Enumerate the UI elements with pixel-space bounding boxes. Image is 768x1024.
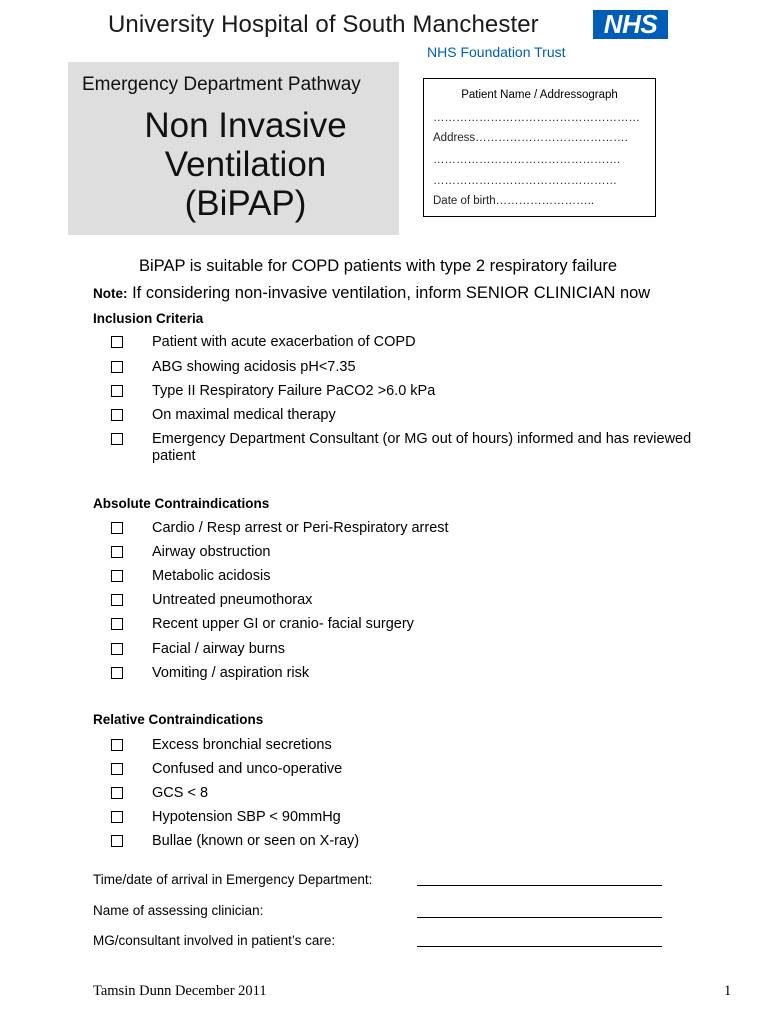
- note-text: If considering non-invasive ventilation, inform SENIOR CLINICIAN now: [127, 284, 651, 302]
- assessing-clinician-field[interactable]: [417, 917, 662, 918]
- inclusion-checkbox[interactable]: [111, 385, 123, 397]
- nhs-logo: NHS: [593, 10, 668, 39]
- patient-name-line[interactable]: ………………………………………………: [433, 112, 640, 124]
- absolute-item: Metabolic acidosis: [152, 568, 271, 584]
- title-line: (BiPAP): [184, 184, 307, 223]
- absolute-checkbox[interactable]: [111, 643, 123, 655]
- inclusion-checkbox[interactable]: [111, 409, 123, 421]
- hospital-name: University Hospital of South Manchester: [108, 11, 539, 38]
- absolute-heading: Absolute Contraindications: [93, 496, 270, 511]
- relative-checkbox[interactable]: [111, 787, 123, 799]
- absolute-checkbox[interactable]: [111, 570, 123, 582]
- inclusion-item: ABG showing acidosis pH<7.35: [152, 359, 356, 375]
- date-of-birth-line[interactable]: Date of birth……………………..: [433, 195, 595, 207]
- relative-checkbox[interactable]: [111, 811, 123, 823]
- inclusion-heading: Inclusion Criteria: [93, 311, 204, 326]
- arrival-time-field[interactable]: [417, 885, 662, 886]
- absolute-item: Cardio / Resp arrest or Peri-Respiratory arrest: [152, 520, 449, 536]
- absolute-checkbox[interactable]: [111, 522, 123, 534]
- consultant-label: MG/consultant involved in patient’s care:: [93, 933, 336, 948]
- inclusion-item: Patient with acute exacerbation of COPD: [152, 334, 416, 350]
- relative-checkbox[interactable]: [111, 763, 123, 775]
- relative-item: GCS < 8: [152, 785, 209, 801]
- absolute-item: Recent upper GI or cranio- facial surgery: [152, 616, 414, 632]
- document-title: [68, 106, 423, 223]
- relative-item: Confused and unco-operative: [152, 761, 343, 777]
- absolute-checkbox[interactable]: [111, 618, 123, 630]
- relative-item: Hypotension SBP < 90mmHg: [152, 809, 341, 825]
- absolute-item: Airway obstruction: [152, 544, 271, 560]
- page-number: 1: [724, 983, 732, 999]
- inclusion-item: On maximal medical therapy: [152, 407, 336, 423]
- trust-name: NHS Foundation Trust: [427, 44, 566, 60]
- pathway-label: Emergency Department Pathway: [82, 74, 361, 95]
- address-line[interactable]: Address………………………………….: [433, 132, 628, 144]
- title-line: Non Invasive: [144, 106, 347, 145]
- note-label: Note:: [93, 286, 128, 301]
- address-line-2[interactable]: ………………………………………….: [433, 154, 621, 166]
- absolute-checkbox[interactable]: [111, 594, 123, 606]
- inclusion-item: Emergency Department Consultant (or MG out of hours) informed and has reviewed patient: [152, 431, 692, 464]
- absolute-item: Facial / airway burns: [152, 641, 285, 657]
- relative-checkbox[interactable]: [111, 739, 123, 751]
- address-line-3[interactable]: …………………………………………: [433, 175, 617, 187]
- inclusion-item: Type II Respiratory Failure PaCO2 >6.0 kPa: [152, 383, 436, 399]
- assessing-clinician-label: Name of assessing clinician:: [93, 903, 264, 918]
- inclusion-checkbox[interactable]: [111, 433, 123, 445]
- addressograph-title: Patient Name / Addressograph: [461, 89, 618, 101]
- inclusion-checkbox[interactable]: [111, 336, 123, 348]
- title-line: Ventilation: [164, 145, 327, 184]
- footer-author-date: Tamsin Dunn December 2011: [93, 983, 267, 999]
- consultant-field[interactable]: [417, 946, 662, 947]
- absolute-checkbox[interactable]: [111, 667, 123, 679]
- arrival-time-label: Time/date of arrival in Emergency Department:: [93, 872, 373, 887]
- senior-clinician-note: [93, 284, 650, 303]
- absolute-item: Vomiting / aspiration risk: [152, 665, 310, 681]
- suitability-statement: BiPAP is suitable for COPD patients with type 2 respiratory failure: [139, 257, 618, 275]
- inclusion-checkbox[interactable]: [111, 361, 123, 373]
- relative-item: Bullae (known or seen on X-ray): [152, 833, 360, 849]
- relative-item: Excess bronchial secretions: [152, 737, 332, 753]
- relative-heading: Relative Contraindications: [93, 712, 264, 727]
- absolute-item: Untreated pneumothorax: [152, 592, 313, 608]
- absolute-checkbox[interactable]: [111, 546, 123, 558]
- relative-checkbox[interactable]: [111, 835, 123, 847]
